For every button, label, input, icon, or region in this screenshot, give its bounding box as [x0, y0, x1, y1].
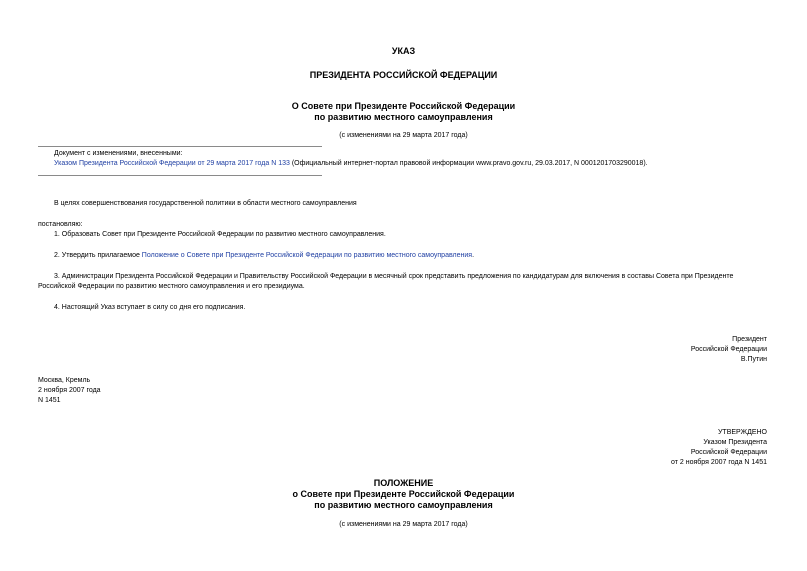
- approval-line4: от 2 ноября 2007 года N 1451: [671, 459, 767, 466]
- resolve-word: постановляю:: [38, 221, 83, 228]
- approval-line1: УТВЕРЖДЕНО: [717, 429, 767, 436]
- signature-org: Российской Федерации: [690, 346, 767, 353]
- changes-intro: Документ с изменениями, внесенными:: [54, 150, 183, 157]
- date: 2 ноября 2007 года: [38, 387, 101, 394]
- decree-title: УКАЗ: [391, 46, 416, 56]
- regulation-line2: по развитию местного самоуправления: [314, 500, 493, 510]
- item-2: [54, 251, 474, 260]
- approval-line2: Указом Президента: [703, 439, 767, 446]
- item-2-suffix: .: [472, 252, 475, 259]
- item-3-line1: 3. Администрации Президента Российской Федерации и Правительству Российской Федерации в месячный срок представить предложения по кандидатурам для включения в составы Совета при Президенте: [54, 273, 734, 280]
- regulation-amendment-note: (с изменениями на 29 марта 2017 года): [339, 521, 468, 528]
- item-3-line2: Российской Федерации по развитию местного самоуправления и его президиума.: [38, 283, 305, 290]
- changes-bottom-rule: [38, 175, 322, 176]
- regulation-line1: о Совете при Президенте Российской Федерации: [292, 489, 515, 499]
- item-1: 1. Образовать Совет при Президенте Российской Федерации по развитию местного самоуправления.: [54, 231, 386, 238]
- decree-subtitle: ПРЕЗИДЕНТА РОССИЙСКОЙ ФЕДЕРАЦИИ: [309, 70, 498, 80]
- decree-name-line1: О Совете при Президенте Российской Федерации: [291, 101, 516, 111]
- item-2-prefix: 2. Утвердить прилагаемое: [54, 252, 142, 259]
- approval-line3: Российской Федерации: [690, 449, 767, 456]
- changes-line: [54, 159, 648, 168]
- place: Москва, Кремль: [38, 377, 91, 384]
- changes-suffix: (Официальный интернет-портал правовой информации www.pravo.gov.ru, 29.03.2017, N 0001201703290018).: [289, 160, 648, 167]
- signature-title: Президент: [732, 336, 767, 343]
- preamble: В целях совершенствования государственной политики в области местного самоуправления: [54, 200, 357, 207]
- changes-link[interactable]: Указом Президента Российской Федерации от 29 марта 2017 года N 133: [54, 160, 290, 167]
- changes-top-rule: [38, 146, 322, 147]
- regulation-title: ПОЛОЖЕНИЕ: [373, 478, 434, 488]
- decree-amendment-note: (с изменениями на 29 марта 2017 года): [339, 132, 468, 139]
- item-2-link[interactable]: Положение о Совете при Президенте Российской Федерации по развитию местного самоуправления: [141, 252, 473, 259]
- decree-name-line2: по развитию местного самоуправления: [314, 112, 493, 122]
- decree-number: N 1451: [38, 397, 61, 404]
- item-4: 4. Настоящий Указ вступает в силу со дня его подписания.: [54, 304, 246, 311]
- signature-name: В.Путин: [740, 356, 767, 363]
